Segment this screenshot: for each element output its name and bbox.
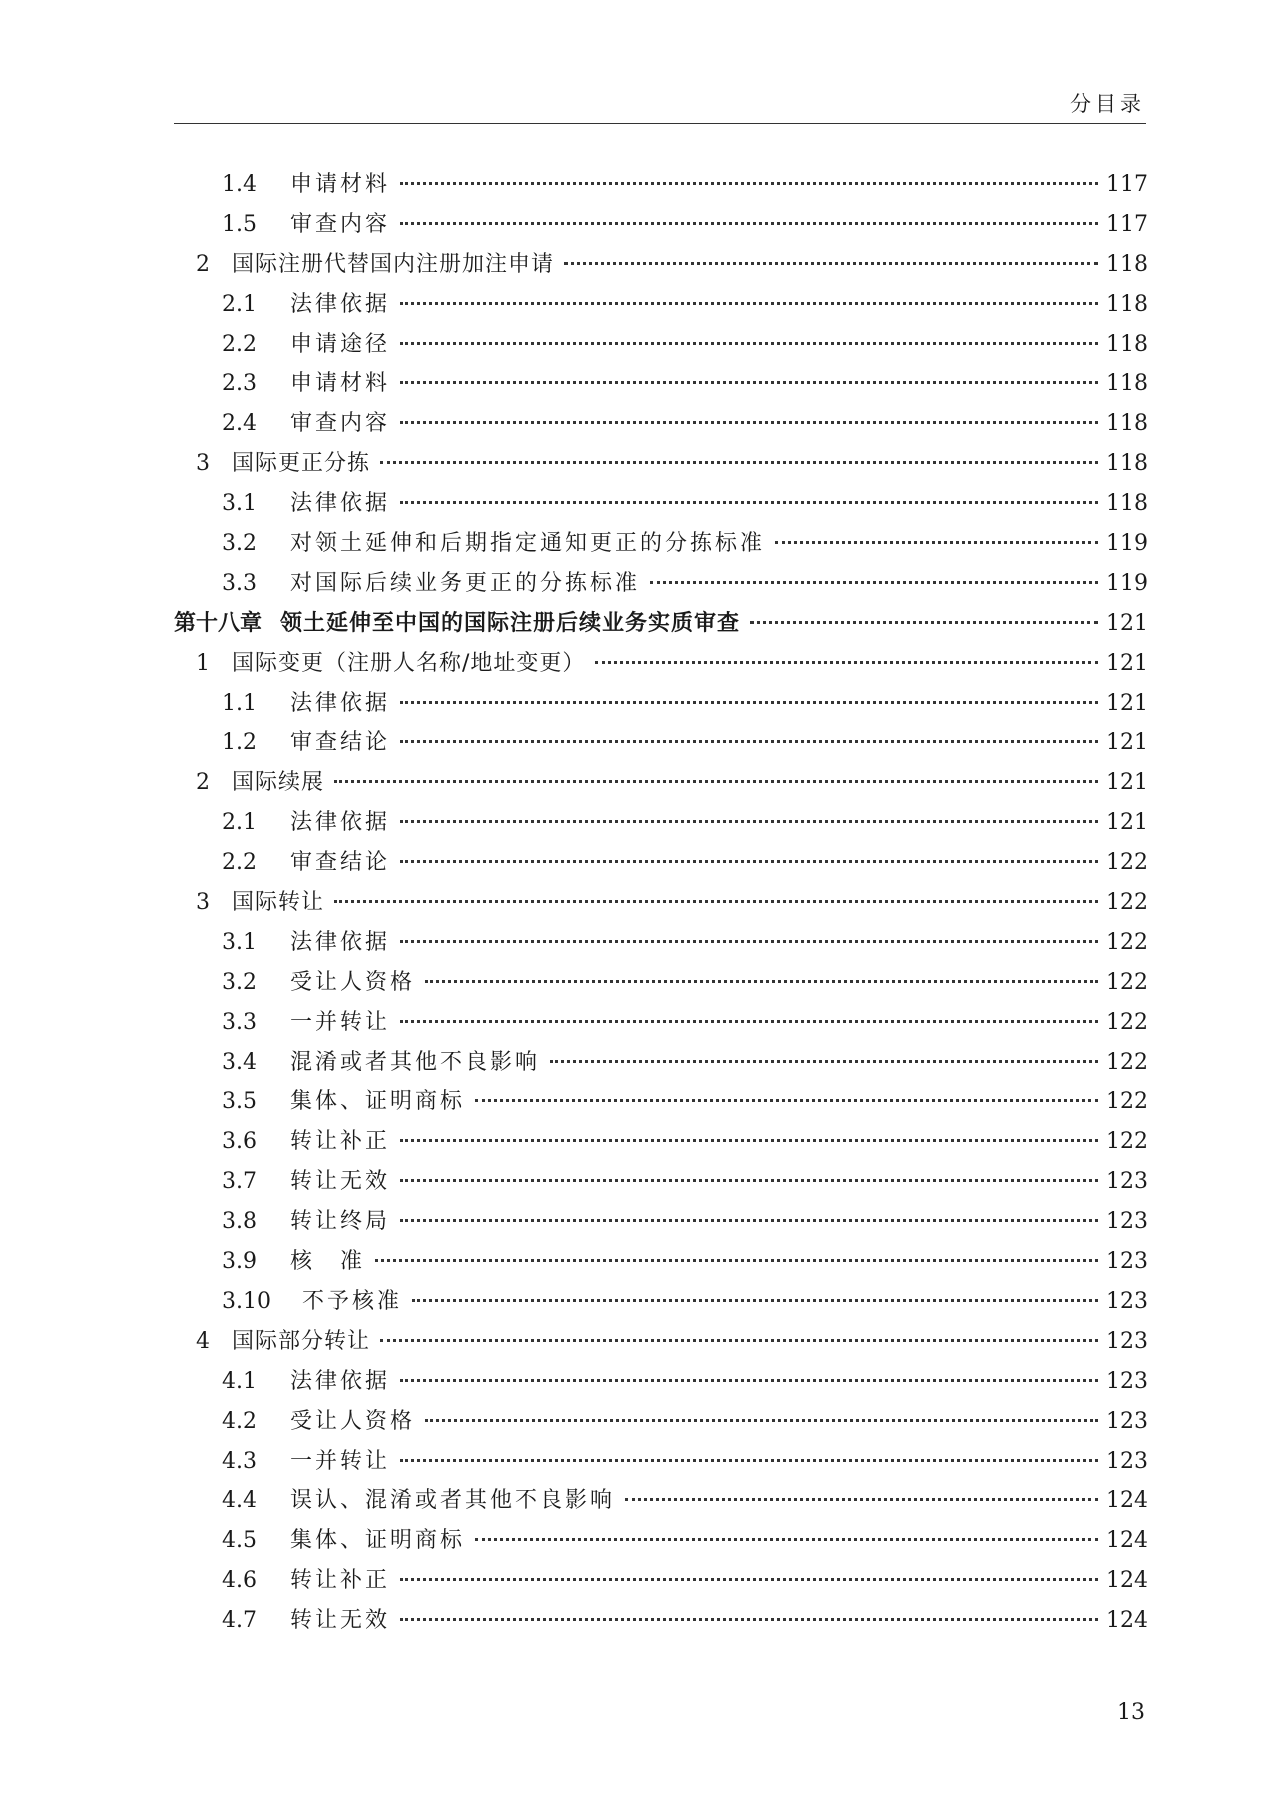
- toc-entry[interactable]: [174, 845, 1146, 885]
- toc-entry-page: 123: [1106, 1368, 1148, 1394]
- toc-entry-title: 法律依据: [290, 690, 391, 716]
- toc-entry-title: 领土延伸至中国的国际注册后续业务实质审查: [280, 610, 741, 636]
- toc-entry-page: 121: [1106, 650, 1148, 676]
- toc-entry-number: 4: [196, 1328, 210, 1354]
- toc-entry[interactable]: [174, 1444, 1146, 1484]
- toc-entry-number: 第十八章: [174, 610, 263, 636]
- dot-leader: [400, 1179, 1098, 1182]
- toc-entry-number: 3.10: [222, 1288, 271, 1314]
- dot-leader: [400, 1139, 1098, 1142]
- toc-entry-title: 申请材料: [290, 172, 391, 197]
- dot-leader: [425, 980, 1098, 983]
- toc-entry-title: 法律依据: [290, 810, 391, 836]
- toc-entry-page: 118: [1106, 451, 1148, 477]
- toc-entry-number: 2.1: [222, 810, 257, 836]
- toc-entry-page: 121: [1106, 610, 1148, 636]
- toc-entry-number: 4.4: [222, 1488, 257, 1514]
- dot-leader: [595, 661, 1098, 664]
- toc-entry[interactable]: [174, 1404, 1146, 1444]
- toc-entry[interactable]: [174, 1284, 1146, 1324]
- page-number: 13: [1117, 1700, 1145, 1725]
- toc-entry-page: 121: [1106, 730, 1148, 756]
- toc-entry-page: 124: [1106, 1608, 1148, 1634]
- toc-entry[interactable]: [174, 1084, 1146, 1124]
- dot-leader: [400, 302, 1098, 305]
- toc-entry[interactable]: [174, 686, 1146, 726]
- toc-entry-title: 法律依据: [290, 291, 391, 317]
- toc-entry[interactable]: [174, 1563, 1146, 1603]
- table-of-contents: [174, 167, 1146, 1643]
- toc-entry-page: 124: [1106, 1488, 1148, 1514]
- toc-entry[interactable]: [174, 207, 1146, 247]
- dot-leader: [625, 1498, 1098, 1501]
- toc-entry-title: 国际续展: [232, 770, 325, 796]
- toc-entry-number: 3.1: [222, 929, 257, 955]
- dot-leader: [380, 461, 1098, 464]
- toc-entry-number: 2: [196, 770, 210, 796]
- toc-entry-number: 2.2: [222, 850, 257, 876]
- toc-chapter-entry[interactable]: [174, 606, 1146, 646]
- toc-entry-title: 核 准: [290, 1249, 366, 1275]
- dot-leader: [412, 1299, 1098, 1302]
- dot-leader: [400, 820, 1098, 823]
- toc-entry[interactable]: [174, 725, 1146, 765]
- toc-entry[interactable]: [174, 1204, 1146, 1244]
- toc-entry-page: 121: [1106, 810, 1148, 836]
- dot-leader: [550, 1060, 1098, 1063]
- toc-entry-page: 123: [1106, 1288, 1148, 1314]
- toc-entry-page: 118: [1106, 291, 1148, 317]
- toc-entry-page: 123: [1106, 1328, 1148, 1354]
- toc-entry[interactable]: [174, 965, 1146, 1005]
- toc-entry-page: 122: [1106, 1129, 1148, 1155]
- toc-entry[interactable]: [174, 406, 1146, 446]
- dot-leader: [475, 1538, 1098, 1541]
- toc-entry-number: 2.2: [222, 331, 257, 357]
- toc-entry-title: 受让人资格: [290, 1408, 416, 1434]
- toc-entry-page: 119: [1106, 531, 1148, 557]
- toc-entry-title: 一并转让: [290, 1009, 391, 1035]
- dot-leader: [400, 1020, 1098, 1023]
- dot-leader: [400, 860, 1098, 863]
- toc-entry-page: 122: [1106, 890, 1148, 916]
- toc-entry-number: 4.3: [222, 1448, 257, 1474]
- dot-leader: [564, 262, 1098, 265]
- toc-entry-number: 3: [196, 451, 210, 477]
- toc-entry[interactable]: [174, 1523, 1146, 1563]
- toc-entry[interactable]: [174, 925, 1146, 965]
- toc-entry[interactable]: [174, 1005, 1146, 1045]
- toc-entry-title: 国际转让: [232, 890, 325, 916]
- toc-entry-number: 4.1: [222, 1368, 257, 1394]
- toc-entry-title: 法律依据: [290, 929, 391, 955]
- toc-entry-title: 国际更正分拣: [232, 451, 371, 477]
- toc-entry-page: 122: [1106, 1049, 1148, 1075]
- toc-entry-page: 121: [1106, 770, 1148, 796]
- toc-entry[interactable]: [174, 247, 1146, 287]
- dot-leader: [475, 1099, 1098, 1102]
- toc-entry-page: 122: [1106, 969, 1148, 995]
- toc-entry[interactable]: [174, 1164, 1146, 1204]
- dot-leader: [400, 501, 1098, 504]
- toc-entry-title: 法律依据: [290, 1368, 391, 1394]
- dot-leader: [334, 780, 1098, 783]
- toc-entry-title: 转让终局: [290, 1209, 391, 1235]
- toc-entry[interactable]: [174, 765, 1146, 805]
- toc-entry-page: 118: [1106, 251, 1148, 277]
- toc-entry[interactable]: [174, 805, 1146, 845]
- toc-entry-title: 不予核准: [302, 1288, 403, 1314]
- toc-entry[interactable]: [174, 1483, 1146, 1523]
- dot-leader: [400, 182, 1098, 185]
- dot-leader: [375, 1259, 1098, 1262]
- toc-entry-title: 审查内容: [290, 411, 391, 437]
- dot-leader: [650, 581, 1098, 584]
- toc-entry-number: 3.9: [222, 1249, 257, 1275]
- toc-entry-number: 3.6: [222, 1129, 257, 1155]
- dot-leader: [400, 1379, 1098, 1382]
- toc-entry-page: 123: [1106, 1249, 1148, 1275]
- toc-entry-number: 4.6: [222, 1568, 257, 1594]
- toc-entry-page: 117: [1106, 172, 1148, 197]
- toc-entry-number: 1.1: [222, 690, 257, 716]
- toc-entry-number: 4.7: [222, 1608, 257, 1634]
- toc-entry-title: 对领土延伸和后期指定通知更正的分拣标准: [290, 531, 766, 557]
- toc-entry-number: 4.2: [222, 1408, 257, 1434]
- toc-entry-number: 2.1: [222, 291, 257, 317]
- toc-entry[interactable]: [174, 1124, 1146, 1164]
- toc-entry[interactable]: [174, 885, 1146, 925]
- toc-entry-number: 1: [196, 650, 210, 676]
- toc-entry[interactable]: [174, 1045, 1146, 1085]
- toc-entry-page: 118: [1106, 331, 1148, 357]
- toc-entry-title: 受让人资格: [290, 969, 416, 995]
- toc-entry-page: 122: [1106, 850, 1148, 876]
- toc-entry-number: 2.3: [222, 371, 257, 397]
- dot-leader: [400, 342, 1098, 345]
- toc-entry-title: 对国际后续业务更正的分拣标准: [290, 570, 641, 596]
- dot-leader: [750, 621, 1098, 624]
- toc-entry-title: 误认、混淆或者其他不良影响: [290, 1488, 616, 1514]
- toc-entry-page: 122: [1106, 1089, 1148, 1115]
- dot-leader: [400, 1578, 1098, 1581]
- toc-entry-title: 审查内容: [290, 211, 391, 237]
- toc-entry-title: 集体、证明商标: [290, 1089, 466, 1115]
- dot-leader: [400, 421, 1098, 424]
- dot-leader: [400, 701, 1098, 704]
- toc-entry-page: 124: [1106, 1568, 1148, 1594]
- dot-leader: [400, 740, 1098, 743]
- toc-entry-page: 118: [1106, 371, 1148, 397]
- toc-entry-number: 2.4: [222, 411, 257, 437]
- toc-entry-page: 121: [1106, 690, 1148, 716]
- toc-entry-title: 申请途径: [290, 331, 391, 357]
- toc-entry-page: 122: [1106, 929, 1148, 955]
- toc-entry-title: 国际变更（注册人名称/地址变更）: [232, 650, 586, 676]
- toc-entry-title: 转让无效: [290, 1608, 391, 1634]
- dot-leader: [334, 900, 1098, 903]
- toc-entry[interactable]: [174, 526, 1146, 566]
- dot-leader: [400, 1219, 1098, 1222]
- running-head: 分目录: [1070, 92, 1145, 116]
- toc-entry-page: 123: [1106, 1408, 1148, 1434]
- header-rule: [174, 123, 1146, 124]
- toc-entry[interactable]: [174, 327, 1146, 367]
- toc-entry-title: 国际部分转让: [232, 1328, 371, 1354]
- toc-entry-number: 1.5: [222, 211, 257, 237]
- toc-entry-title: 转让无效: [290, 1169, 391, 1195]
- dot-leader: [400, 381, 1098, 384]
- dot-leader: [380, 1339, 1098, 1342]
- toc-entry[interactable]: [174, 446, 1146, 486]
- toc-entry-number: 3.3: [222, 570, 257, 596]
- toc-entry-number: 3.2: [222, 531, 257, 557]
- toc-entry-page: 123: [1106, 1169, 1148, 1195]
- toc-entry[interactable]: [174, 167, 1146, 207]
- toc-entry-number: 3.2: [222, 969, 257, 995]
- toc-entry-title: 审查结论: [290, 730, 391, 756]
- toc-entry-page: 117: [1106, 211, 1148, 237]
- dot-leader: [425, 1419, 1098, 1422]
- toc-entry[interactable]: [174, 646, 1146, 686]
- toc-entry-title: 国际注册代替国内注册加注申请: [232, 251, 555, 277]
- toc-entry-page: 118: [1106, 491, 1148, 517]
- toc-entry-number: 4.5: [222, 1528, 257, 1554]
- dot-leader: [400, 222, 1098, 225]
- toc-entry-number: 1.2: [222, 730, 257, 756]
- toc-entry-number: 3.5: [222, 1089, 257, 1115]
- toc-entry-number: 3.4: [222, 1049, 257, 1075]
- toc-entry[interactable]: [174, 566, 1146, 606]
- toc-entry-title: 审查结论: [290, 850, 391, 876]
- toc-entry-number: 3.8: [222, 1209, 257, 1235]
- toc-entry-page: 123: [1106, 1448, 1148, 1474]
- toc-entry-page: 123: [1106, 1209, 1148, 1235]
- toc-entry[interactable]: [174, 1603, 1146, 1643]
- toc-entry-number: 3.1: [222, 491, 257, 517]
- toc-entry[interactable]: [174, 1244, 1146, 1284]
- dot-leader: [400, 940, 1098, 943]
- toc-entry-page: 124: [1106, 1528, 1148, 1554]
- dot-leader: [775, 541, 1098, 544]
- toc-entry-number: 3.3: [222, 1009, 257, 1035]
- toc-entry-number: 1.4: [222, 172, 257, 197]
- toc-entry-title: 混淆或者其他不良影响: [290, 1049, 541, 1075]
- dot-leader: [400, 1459, 1098, 1462]
- toc-entry-page: 119: [1106, 570, 1148, 596]
- toc-entry-title: 一并转让: [290, 1448, 391, 1474]
- toc-entry-title: 法律依据: [290, 491, 391, 517]
- toc-entry[interactable]: [174, 1364, 1146, 1404]
- toc-entry-title: 转让补正: [290, 1129, 391, 1155]
- toc-entry-title: 集体、证明商标: [290, 1528, 466, 1554]
- toc-entry[interactable]: [174, 287, 1146, 327]
- toc-entry-page: 122: [1106, 1009, 1148, 1035]
- toc-entry[interactable]: [174, 366, 1146, 406]
- toc-entry-page: 118: [1106, 411, 1148, 437]
- toc-entry[interactable]: [174, 1324, 1146, 1364]
- toc-entry-title: 转让补正: [290, 1568, 391, 1594]
- toc-entry-title: 申请材料: [290, 371, 391, 397]
- toc-entry-number: 2: [196, 251, 210, 277]
- toc-entry[interactable]: [174, 486, 1146, 526]
- toc-entry-number: 3.7: [222, 1169, 257, 1195]
- dot-leader: [400, 1618, 1098, 1621]
- toc-entry-number: 3: [196, 890, 210, 916]
